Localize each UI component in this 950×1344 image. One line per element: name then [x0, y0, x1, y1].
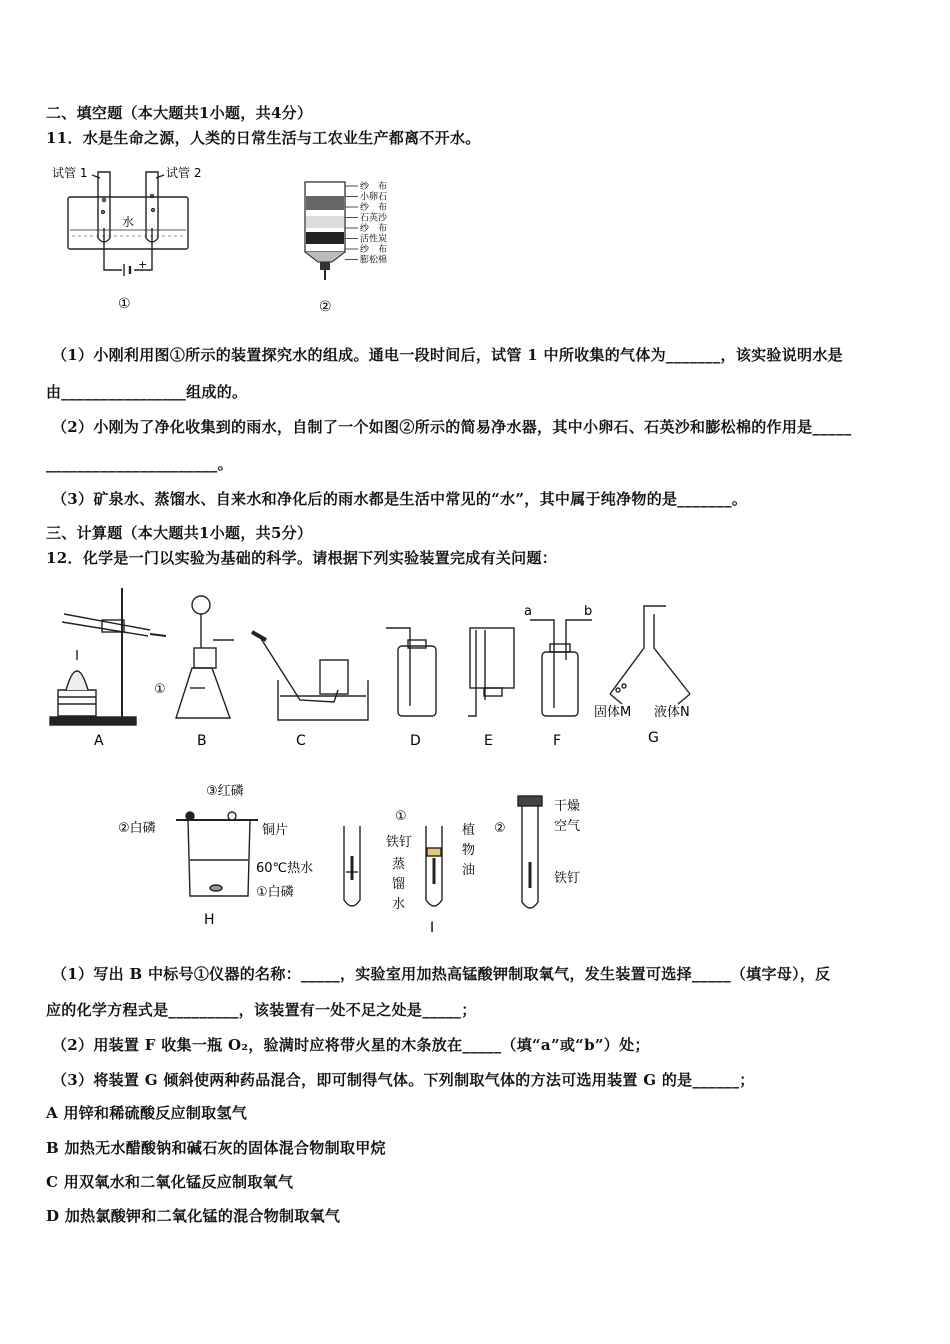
h-copper-sheet: 铜片: [262, 823, 289, 838]
purifier-layer-label: 纱 布: [360, 182, 388, 192]
i-oil-1: 植: [462, 823, 476, 838]
purifier-layer-label: 纱 布: [360, 203, 388, 213]
purifier-layer-label: 石英沙: [360, 213, 388, 224]
q11-part2-line1: （2）小刚为了净化收集到的雨水，自制了一个如图②所示的简易净水器，其中小卵石、石英沙和膨松棉的作用是_____: [52, 418, 852, 436]
section3-heading: 三、计算题（本大题共1小题，共5分）: [46, 524, 313, 542]
g-liquid-label: 液体N: [654, 705, 690, 720]
q11-stem: 11．水是生命之源，人类的日常生活与工农业生产都离不开水。: [46, 129, 481, 147]
figure2-caption: ②: [319, 299, 332, 315]
h-white-phosphorus-1: ①白磷: [256, 885, 294, 900]
figure1-caption: ①: [118, 296, 131, 312]
apparatus-e: [468, 628, 514, 716]
label-g: G: [648, 730, 659, 746]
label-e: E: [484, 733, 493, 749]
label-c: C: [296, 733, 306, 749]
i-nail-2: 铁钉: [554, 871, 581, 886]
label-i: I: [430, 920, 435, 936]
label-f: F: [553, 733, 562, 749]
i-water-1: 蒸: [392, 857, 406, 872]
i-oil-2: 物: [462, 843, 476, 858]
q12-option-b: B 加热无水醋酸钠和碱石灰的固体混合物制取甲烷: [46, 1139, 386, 1157]
i-water-3: 水: [392, 897, 406, 912]
tube2-label: 试管 2: [166, 166, 202, 180]
q12-part3: （3）将装置 G 倾斜使两种药品混合，即可制得气体。下列制取气体的方法可选用装置 G 的是______；: [52, 1071, 755, 1089]
i-tube-1: ①: [395, 809, 407, 824]
label-d: D: [410, 733, 421, 749]
apparatus-g: [610, 606, 690, 704]
h-white-phosphorus-2: ②白磷: [118, 821, 156, 836]
apparatus-a: [50, 588, 166, 725]
q11-part1-line1: （1）小刚利用图①所示的装置探究水的组成。通电一段时间后，试管 1 中所收集的气体为_______，该实验说明水是: [52, 346, 843, 364]
apparatus-f: [530, 620, 592, 716]
q12-part1-line2: 应的化学方程式是_________，该装置有一处不足之处是_____；: [46, 1001, 477, 1019]
water-label: 水: [122, 215, 135, 229]
i-dry-2: 空气: [554, 819, 581, 834]
apparatus-c: [252, 632, 368, 720]
i-water-2: 馏: [392, 877, 406, 892]
i-dry-1: 干燥: [554, 799, 581, 814]
purifier-layer-label: 膨松棉: [360, 255, 388, 266]
label-h: H: [204, 912, 215, 928]
purifier-layer-label: 纱 布: [360, 245, 388, 255]
battery-plus: +: [138, 258, 148, 271]
i-tube-2: ②: [494, 821, 506, 836]
q11-part2-line2: ______________________。: [46, 455, 233, 473]
tube1-label: 试管 1: [52, 166, 88, 180]
f-port-a: a: [524, 604, 532, 619]
purifier-layer-label: 活性炭: [360, 234, 388, 245]
q12-stem: 12．化学是一门以实验为基础的科学。请根据下列实验装置完成有关问题：: [46, 549, 558, 567]
b-marker: ①: [154, 682, 166, 697]
label-b: B: [197, 733, 207, 749]
apparatus-annotations: [118, 604, 690, 912]
f-port-b: b: [584, 604, 593, 619]
purifier-layer-label: 纱 布: [360, 224, 388, 234]
q12-option-d: D 加热氯酸钾和二氧化锰的混合物制取氧气: [46, 1207, 341, 1225]
purifier-layer-label: 小卵石: [360, 192, 388, 203]
g-solid-label: 固体M: [594, 705, 632, 720]
apparatus-h: [176, 812, 258, 896]
q12-option-c: C 用双氧水和二氧化锰反应制取氧气: [46, 1173, 294, 1191]
q12-option-a: A 用锌和稀硫酸反应制取氢气: [46, 1104, 248, 1122]
apparatus-i: [344, 796, 542, 908]
q11-part3: （3）矿泉水、蒸馏水、自来水和净化后的雨水都是生活中常见的“水”，其中属于纯净物的是_______。: [52, 490, 748, 508]
q12-part2: （2）用装置 F 收集一瓶 O₂，验满时应将带火星的木条放在_____（填“a”或“b”）处；: [52, 1036, 650, 1054]
i-nail: 铁钉: [386, 835, 413, 850]
apparatus-b: [176, 596, 234, 718]
i-oil-3: 油: [462, 863, 476, 878]
section2-heading: 二、填空题（本大题共1小题，共4分）: [46, 104, 313, 122]
h-hot-water: 60℃热水: [256, 861, 314, 876]
h-red-phosphorus: ③红磷: [206, 784, 244, 799]
q12-part1-line1: （1）写出 B 中标号①仪器的名称：_____，实验室用加热高锰酸钾制取氧气，发生装置可选择_____（填字母），反: [52, 965, 831, 983]
apparatus-d: [386, 628, 436, 716]
q11-part1-line2: 由________________组成的。: [46, 383, 248, 401]
label-a: A: [94, 733, 104, 749]
